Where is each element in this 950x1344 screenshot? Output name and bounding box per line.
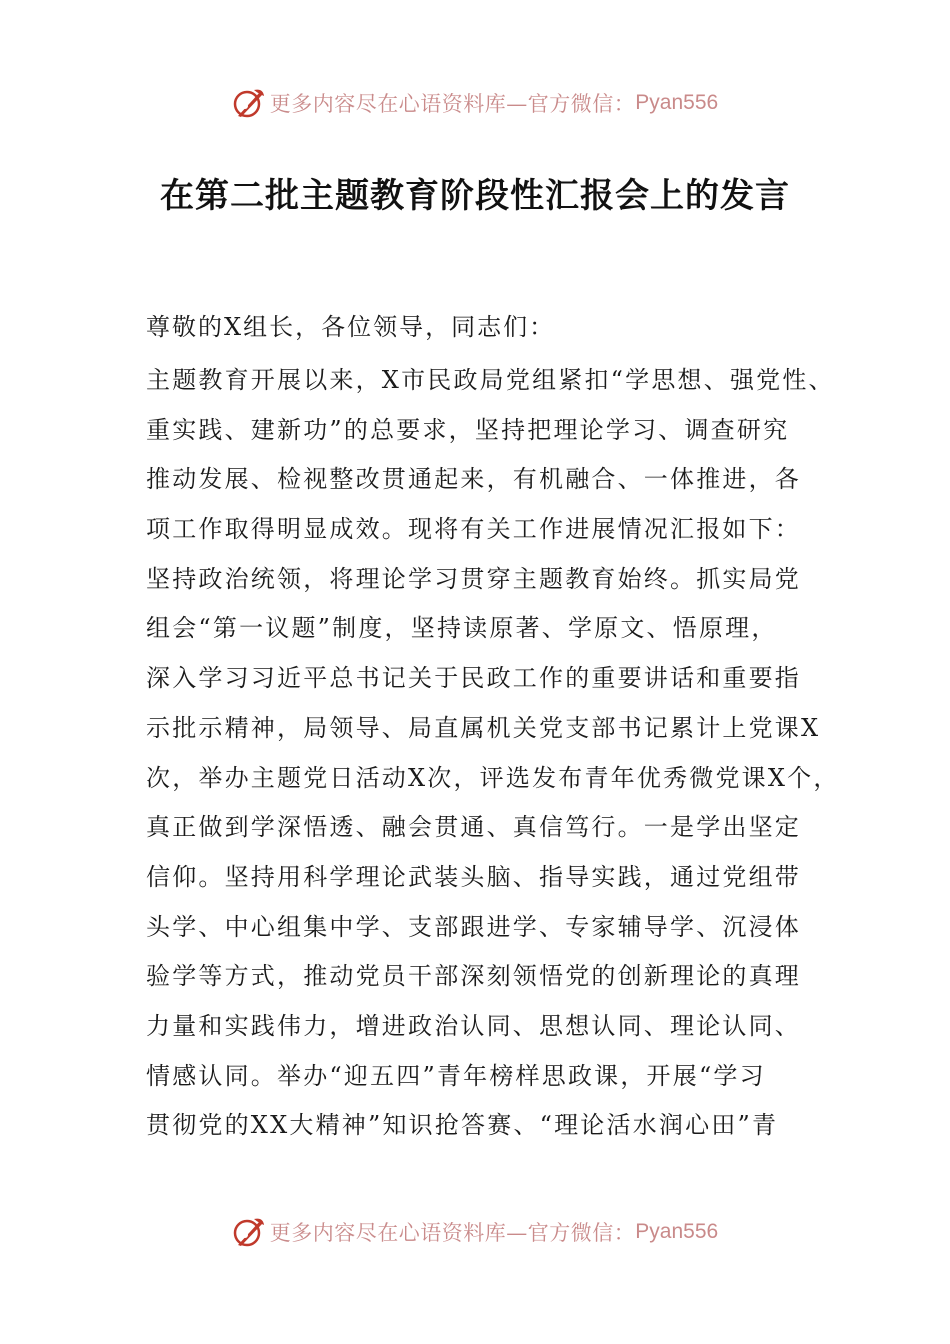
body-line: 次，举办主题党日活动X次，评选发布青年优秀微党课X个，	[146, 763, 840, 792]
body-line: 头学、中心组集中学、支部跟进学、专家辅导学、沉浸体	[146, 912, 801, 941]
document-title: 在第二批主题教育阶段性汇报会上的发言	[160, 176, 790, 216]
body-line: 深入学习习近平总书记关于民政工作的重要讲话和重要指	[146, 664, 801, 693]
body-line: 坚持政治统领，将理论学习贯穿主题教育始终。抓实局党	[146, 564, 801, 593]
body-line: 主题教育开展以来，X市民政局党组紧扣“学思想、强党性、	[146, 366, 835, 394]
quill-logo-icon	[232, 1215, 266, 1249]
body-line: 项工作取得明显成效。现将有关工作进展情况汇报如下：	[146, 515, 801, 544]
footer-watermark-banner	[0, 1212, 950, 1252]
body-line: 信仰。坚持用科学理论武装头脑、指导实践，通过党组带	[146, 862, 801, 891]
footer-watermark-text: 更多内容尽在心语资料库—官方微信：	[269, 1221, 636, 1245]
footer-wechat-id: Pyan556	[635, 1220, 719, 1243]
body-line: 示批示精神，局领导、局直属机关党支部书记累计上党课X	[146, 713, 821, 742]
header-watermark-banner	[0, 83, 950, 123]
document-body	[146, 356, 846, 1151]
body-line: 推动发展、检视整改贯通起来，有机融合、一体推进，各	[146, 465, 801, 494]
body-line: 情感认同。举办“迎五四”青年榜样思政课，开展“学习	[146, 1061, 766, 1090]
body-line: 贯彻党的XX大精神”知识抢答赛、“理论活水润心田”青	[146, 1111, 779, 1140]
body-line: 组会“第一议题”制度，坚持读原著、学原文、悟原理，	[146, 614, 778, 643]
quill-logo-icon	[232, 86, 266, 120]
body-line: 真正做到学深悟透、融会贯通、真信笃行。一是学出坚定	[146, 813, 801, 842]
body-line: 验学等方式，推动党员干部深刻领悟党的创新理论的真理	[146, 962, 801, 991]
body-line: 力量和实践伟力，增进政治认同、思想认同、理论认同、	[146, 1011, 801, 1040]
body-line: 重实践、建新功”的总要求，坚持把理论学习、调查研究	[146, 415, 790, 444]
header-watermark-text: 更多内容尽在心语资料库—官方微信：	[269, 92, 636, 116]
header-wechat-id: Pyan556	[635, 91, 719, 114]
salutation: 尊敬的X组长，各位领导，同志们：	[146, 313, 556, 341]
